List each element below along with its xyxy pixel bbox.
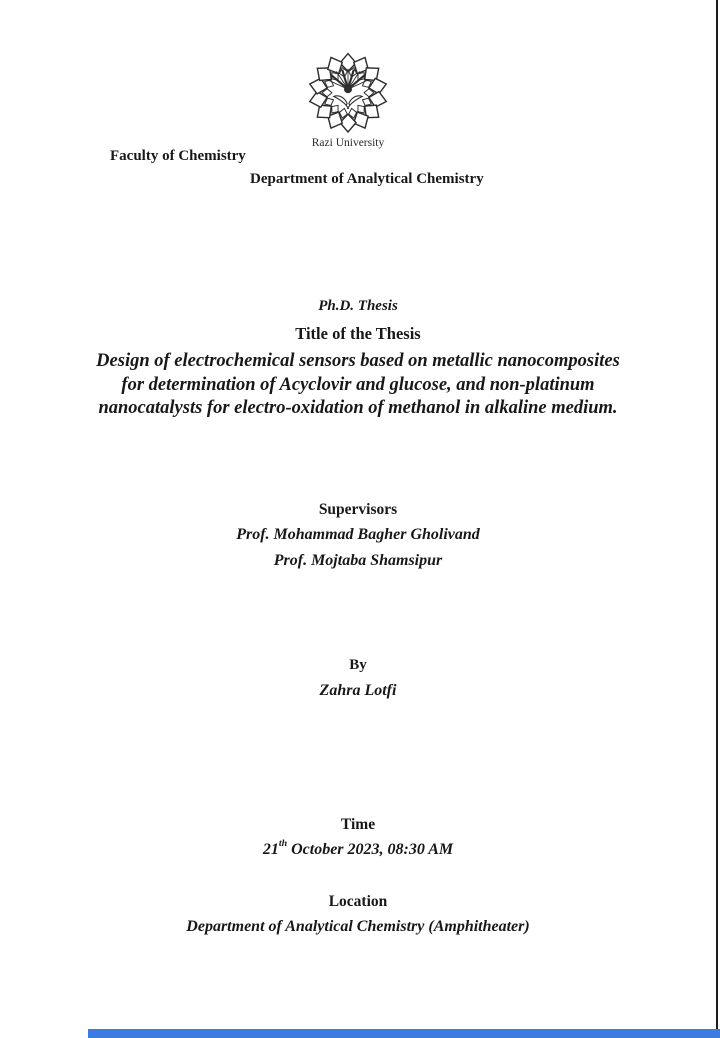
department-label: Department of Analytical Chemistry (250, 171, 484, 187)
thesis-title (0, 350, 716, 421)
horizontal-scrollbar[interactable] (88, 1029, 720, 1038)
title-heading: Title of the Thesis (295, 324, 421, 343)
thesis-title-line: nanocatalysts for electro-oxidation of methanol in alkaline medium. (98, 398, 618, 418)
time-day-suffix: th (278, 838, 288, 850)
by-heading: By (349, 657, 367, 673)
logo-caption: Razi University (311, 136, 385, 149)
thesis-title-line: for determination of Acyclovir and glucose, and non-platinum (121, 374, 595, 395)
author-name: Zahra Lotfi (319, 682, 397, 699)
supervisor-name: Prof. Mohammad Bagher Gholivand (236, 526, 480, 543)
logo-block (306, 50, 390, 149)
faculty-label: Faculty of Chemistry (110, 148, 246, 164)
thesis-title-line: Design of electrochemical sensors based on metallic nanocomposites (96, 351, 620, 371)
location-heading: Location (328, 893, 388, 910)
supervisor-name: Prof. Mojtaba Shamsipur (273, 552, 443, 569)
time-rest: October 2023, 08:30 AM (291, 841, 454, 858)
supervisors-heading: Supervisors (318, 501, 398, 518)
razi-university-logo-icon (307, 50, 389, 136)
time-heading: Time (340, 816, 376, 833)
degree-label: Ph.D. Thesis (318, 298, 398, 314)
time-value (0, 838, 716, 859)
location-value: Department of Analytical Chemistry (Amphitheater) (186, 918, 530, 935)
time-day: 21 (262, 841, 279, 858)
page-edge-line (716, 0, 718, 1030)
